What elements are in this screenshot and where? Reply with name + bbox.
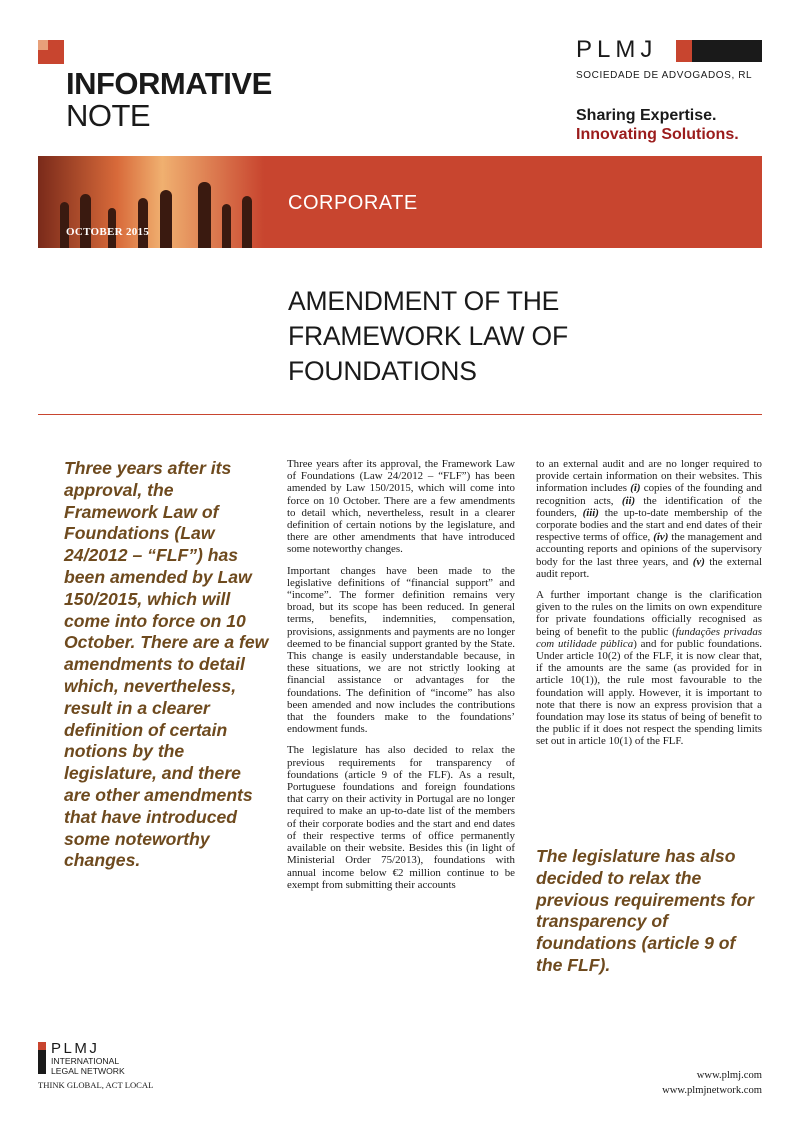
- body-paragraph-2: Important changes have been made to the legislative definitions of “financial support” and “income”. The former definition remains very broad, but its scope has been reduced. In general terms, benefits, indemnities, compensation, provisions, assignments and payments are no longer deemed to be financial support granted by the State. This change is easily understandable because, in these situations, we are not strictly looking at financial assistance or advantages for the foundations. The definition of “income” has also been amended and now includes the contributions that the founders make to the foundations’ endowment funds.: [287, 564, 515, 736]
- document-type-line2: NOTE: [66, 98, 151, 133]
- brand-bar-icon: [676, 40, 762, 62]
- category-banner: [38, 156, 762, 248]
- pull-quote: Three years after its approval, the Framework Law of Foundations (Law 24/2012 – “FLF”) has been amended by Law 150/2015, which will come into force on 10 October. There are a few amendments to detail which, nevertheless, result in a clearer definition of certain notions by the legislature, and there are other amendments that have introduced some noteworthy changes.: [64, 458, 269, 871]
- document-type-line1: INFORMATIVE: [66, 66, 272, 101]
- website-link-plmj[interactable]: www.plmj.com: [696, 1070, 762, 1081]
- body-paragraph-5: A further important change is the clarification given to the rules on the limits on own expenditure for private foundations officially recognised as being of benefit to the public (fundações privadas com utilidade pública) and for public foundations. Under article 10(2) of the FLF, it is now clear that, if the amounts are the same (as provided for in article 10(1)), the rule most favourable to the foundation will apply. However, it is important to note that there is now an express provision that a foundation may lose its status of being of benefit to the public if it does not respect the spending limits set out in article 10(1) of the FLF.: [536, 589, 762, 748]
- document-type-title: [66, 68, 272, 132]
- category-label: CORPORATE: [288, 192, 418, 214]
- section-divider: [38, 414, 762, 415]
- body-column-1: [287, 458, 515, 900]
- corner-logo-squares: [38, 40, 66, 66]
- tagline-line1: Sharing Expertise.: [576, 107, 717, 124]
- brand-name: PLMJ: [576, 36, 658, 63]
- headline-line-3: FOUNDATIONS: [288, 356, 477, 386]
- issue-date: OCTOBER 2015: [66, 226, 150, 238]
- network-line1: INTERNATIONAL: [51, 1056, 120, 1066]
- body-paragraph-1: Three years after its approval, the Framework Law of Foundations (Law 24/2012 – “FLF”) has been amended by Law 150/2015, which will come into force on 10 October. There are a few amendments to detail which, nevertheless, result in a clearer definition of certain notions by the legislature, and there are other amendments that have introduced some noteworthy changes.: [287, 458, 515, 556]
- headline-line-1: AMENDMENT OF THE: [288, 286, 560, 316]
- body-column-2: [536, 458, 762, 757]
- network-name: PLMJ: [51, 1040, 100, 1057]
- network-bar-icon: [38, 1042, 46, 1074]
- network-logo: [38, 1042, 188, 1094]
- body-paragraph-3: The legislature has also decided to relax the previous requirements for transparency of foundations (article 9 of the FLF). As a result, Portuguese foundations and foreign foundations that carry on their activity in Portugal are no longer required to make an up-to-date list of the members of their corporate bodies and the start and end dates of their respective terms of office permanently available on their website. Besides this (in light of Ministerial Order 75/2013), foundations with annual income below €2 million continue to be exempt from submitting their accounts: [287, 744, 515, 891]
- pull-quote-secondary: The legislature has also decided to relax the previous requirements for transparency of foundations (article 9 of the FLF).: [536, 846, 755, 975]
- article-headline: [288, 284, 748, 389]
- tagline: [576, 106, 739, 144]
- network-slogan: THINK GLOBAL, ACT LOCAL: [38, 1080, 154, 1090]
- headline-line-2: FRAMEWORK LAW OF: [288, 321, 568, 351]
- brand-subtitle: SOCIEDADE DE ADVOGADOS, RL: [576, 70, 753, 81]
- tagline-line2: Innovating Solutions.: [576, 126, 739, 143]
- network-subtitle: [51, 1057, 125, 1076]
- body-paragraph-4: to an external audit and are no longer required to provide certain information on their websites. This information includes (i) copies of the founding and recognition acts, (ii) the identification of the founders, (iii) the up-to-date membership of the corporate bodies and the start and end dates of their respective terms of office, (iv) the management and accounting reports and opinions of the supervisory body for the last three years, and (v) the external audit report.: [536, 458, 763, 580]
- website-link-network[interactable]: www.plmjnetwork.com: [662, 1085, 762, 1096]
- network-line2: LEGAL NETWORK: [51, 1065, 125, 1076]
- footer-links: [600, 1068, 762, 1098]
